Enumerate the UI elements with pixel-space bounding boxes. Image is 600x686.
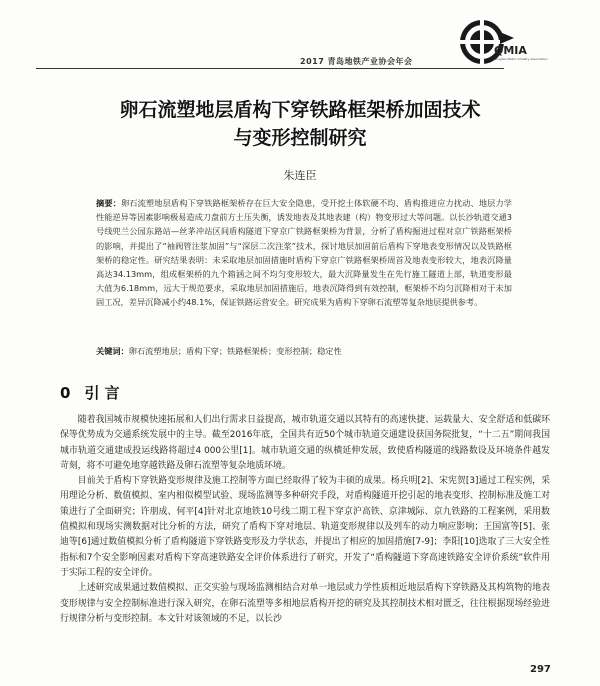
keywords-text: 卵石流塑地层；盾构下穿；铁路框架桥；变形控制；稳定性 [128, 346, 342, 356]
keywords-label: 关键词： [96, 346, 129, 356]
paragraph-1: 随着我国城市规模快速拓展和人们出行需求日益提高，城市轨道交通以其特有的高速快捷、运载量大、安全舒适和低碳环保等优势成为交通系统发展中的主导。截至2016年底，全国共有近50个城市轨道交通建设获国务院批复，“十二五”期间我国城市轨道交通建成投运线路将超过4 000公里[1]。城市轨道交通的纵横延伸发展，致使盾构隧道的线路数设及环境条件越发苛刻，将不可避免地穿越铁路及卵石流塑等复杂地质环境。 [60, 415, 550, 471]
keywords [96, 344, 512, 358]
logo-name: QMIA [494, 44, 527, 57]
abstract-label: 摘要： [96, 198, 121, 208]
abstract-text: 卵石流塑地层盾构下穿铁路框架桥存在巨大安全隐患，受开挖土体软硬不均、盾构推进应力扰动、地层力学性能逆异等因素影响极易造成刀盘前方土压失衡，诱发地表及其地表建（构）物变形过大等问题。以长沙轨道交通3号线兜兰公园东路站—丝茅冲站区间盾构隧道下穿京广铁路框架桥为背景，分析了盾构掘进过程对京广铁路框架桥的影响，并提出了“袖阀管注浆加固”与“深层二次注浆”技术，探讨地层加固前后盾构下穿地表变形情况以及铁路框架桥的稳定性。研究结果表明：未采取地层加固措施时盾构下穿京广铁路框架桥周首及地表变形较大，地表沉降量高达34.13mm，组成框架桥的九个箱涵之间不均匀变形较大，最大沉降量发生在先行施工隧道上部，轨道变形最大值为6.18mm，远大于规范要求，采取地层加固措施后，地表沉降得到有效控制，框架桥不均匀沉降相对于未加固工况，差异沉降减小约48.1%，保证铁路运营安全。研究成果为盾构下穿卵石流塑等复杂地层提供参考。 [96, 198, 512, 308]
paragraph-3: 上述研究成果通过数值模拟、正交实验与现场监测相结合对单一地层或力学性质相近地层盾构下穿铁路及其构筑物的地表变形规律与安全控制标准进行深入研究，在卵石流塑等多相地层盾构开挖的研究及其控制技术相对匮乏，往往根据现场经验进行规律分析与变形控制。本文针对该领域的不足，以长沙 [60, 583, 550, 624]
logo-subtitle: Qingdao Metro Industry Association [494, 57, 548, 61]
author: 朱连臣 [283, 169, 317, 182]
section-heading [60, 382, 134, 403]
body-text [60, 413, 550, 627]
section-title: 引 言 [84, 384, 120, 402]
running-head: 2017 青岛地铁产业协会年会 [300, 57, 413, 66]
paragraph-2: 目前关于盾构下穿铁路变形规律及施工控制等方面已经取得了较为丰硕的成果。杨兵明[2]、宋宪贺[3]通过工程实例，采用理论分析、数值模拟、室内相似模型试验、现场监测等多种研究手段，对盾构隧道开挖引起的地表变形、控制标准及施工对策进行了全面研究；许朋成、何平[4]针对北京地铁10号线二期工程下穿京沪高铁、京津城际、京九铁路的工程案例，采用数值模拟和现场实测数据对比分析的方法，研究了盾构下穿对地层、轨道变形规律以及列车的动力响应影响；王国富等[5]、张迪等[6]通过数值模拟分析了盾构隧道下穿铁路变形及力学状态，并提出了相应的加固措施[7-9]；李阳[10]选取了三大安全性指标和7个安全影响因素对盾构下穿高速铁路安全评价体系进行了研究，开发了“盾构隧道下穿高速铁路安全评价系统”软件用于实际工程的安全评价。 [60, 476, 550, 578]
title-line-1: 卵石流塑地层盾构下穿铁路框架桥加固技术 [119, 99, 481, 121]
section-number: 0 [60, 384, 71, 402]
title-line-2: 与变形控制研究 [233, 127, 367, 149]
page-number: 297 [530, 664, 551, 675]
running-header [0, 0, 600, 70]
abstract [96, 196, 512, 310]
paper-title [40, 96, 560, 152]
header-divider [36, 68, 504, 69]
qmia-logo-icon [448, 12, 548, 74]
